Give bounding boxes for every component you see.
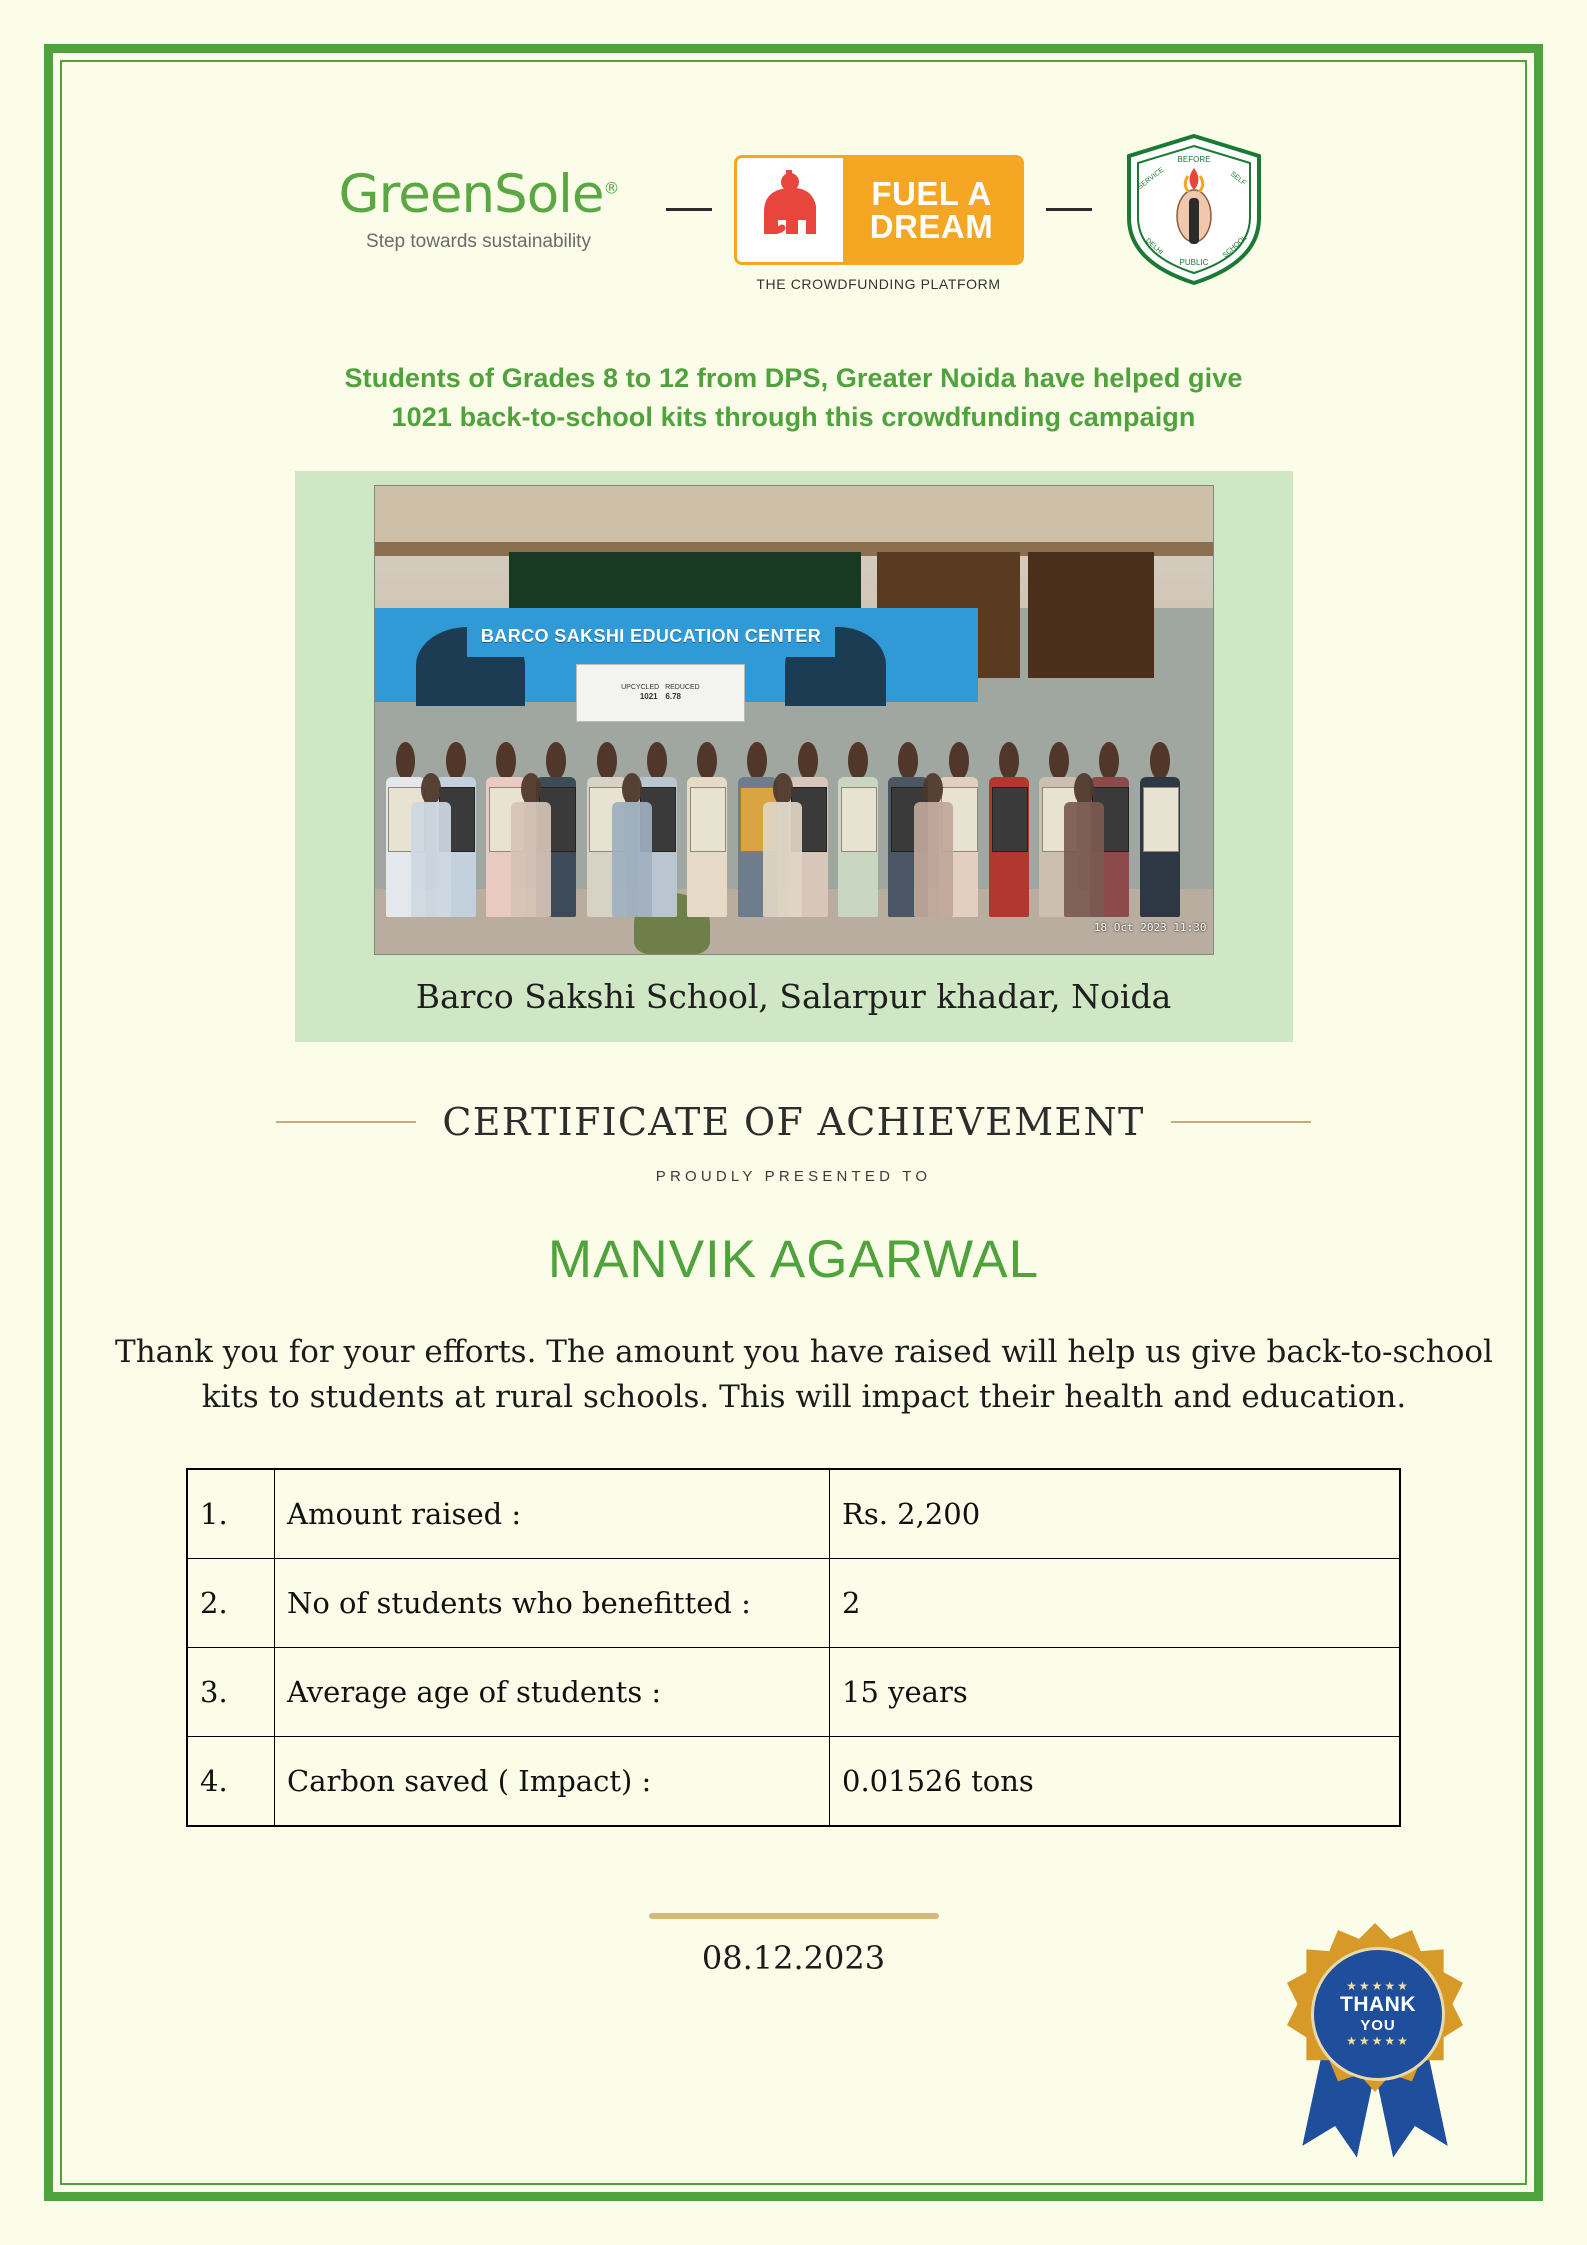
title-rule-left (276, 1121, 416, 1123)
row-value: 0.01526 tons (830, 1737, 1401, 1827)
fuel-line-2: DREAM (869, 207, 994, 245)
greensole-tagline: Step towards sustainability (366, 231, 591, 252)
row-label: Amount raised : (275, 1469, 830, 1559)
issue-date: 08.12.2023 (701, 1939, 886, 1978)
registered-trademark-icon: ® (603, 178, 619, 198)
row-label: No of students who benefitted : (275, 1559, 830, 1648)
fuel-line-1: FUEL A (871, 174, 992, 212)
logo-divider-2 (1046, 208, 1092, 211)
greensole-wordmark (338, 164, 619, 225)
row-label: Carbon saved ( Impact) : (275, 1737, 830, 1827)
greensole-word-text: GreenSole (338, 164, 604, 225)
fuel-a-dream-subtitle: THE CROWDFUNDING PLATFORM (756, 275, 1001, 292)
signature-rule (649, 1913, 939, 1919)
recipient-name: MANVIK AGARWAL (547, 1230, 1040, 1290)
row-number: 1. (187, 1469, 275, 1559)
photo-banner-text: BARCO SAKSHI EDUCATION CENTER (467, 615, 836, 657)
title-rule-right (1171, 1121, 1311, 1123)
presented-to-label: PROUDLY PRESENTED TO (655, 1168, 932, 1186)
table-row (187, 1648, 1400, 1737)
svg-text:SELF: SELF (1228, 170, 1247, 187)
campaign-photo (374, 485, 1214, 955)
elephant-icon (737, 158, 843, 262)
certificate-title: CERTIFICATE OF ACHIEVEMENT (442, 1100, 1145, 1145)
badge-you-text: YOU (1360, 2017, 1396, 2035)
logo-divider-1 (666, 208, 712, 211)
logo-row (114, 122, 1473, 297)
table-row (187, 1737, 1400, 1827)
photo-caption: Barco Sakshi School, Salarpur khadar, Noida (415, 977, 1172, 1017)
certificate-footer (114, 1913, 1473, 1977)
table-row (187, 1469, 1400, 1559)
row-value: 15 years (830, 1648, 1401, 1737)
certificate-content (44, 44, 1543, 1977)
row-label: Average age of students : (275, 1648, 830, 1737)
svg-text:DELHI: DELHI (1143, 237, 1164, 257)
row-number: 3. (187, 1648, 275, 1737)
svg-text:BEFORE: BEFORE (1177, 155, 1210, 164)
chart-value-right: 6.78 (665, 692, 681, 702)
table-row (187, 1559, 1400, 1648)
badge-stars-bottom: ★★★★★ (1346, 2033, 1410, 2048)
chart-value-left: 1021 (639, 692, 658, 702)
dps-crest-icon (1114, 130, 1274, 290)
impact-facts-table (186, 1468, 1401, 1827)
greensole-logo (314, 164, 644, 252)
certificate-title-row (114, 1100, 1473, 1144)
row-value: Rs. 2,200 (830, 1469, 1401, 1559)
svg-text:PUBLIC: PUBLIC (1179, 258, 1208, 267)
row-number: 2. (187, 1559, 275, 1648)
svg-text:SERVICE: SERVICE (1136, 166, 1165, 191)
row-number: 4. (187, 1737, 275, 1827)
badge-thank-text: THANK (1340, 1993, 1416, 2017)
photo-timestamp: 18 Oct 2023 11:30 (1093, 921, 1207, 935)
campaign-headline-line-1: Students of Grades 8 to 12 from DPS, Greater Noida have helped give (344, 363, 1243, 393)
campaign-headline-line-2: 1021 back-to-school kits through this crowdfunding campaign (391, 402, 1196, 433)
row-value: 2 (830, 1559, 1401, 1648)
campaign-headline (114, 359, 1473, 437)
thank-you-message: Thank you for your efforts. The amount you have raised will help us give back-to-school kits to students at rural schools. This will impact their health and education. (115, 1334, 1493, 1416)
photo-students-crowd (375, 692, 1213, 917)
fuel-a-dream-logo (734, 155, 1024, 292)
fuel-a-dream-wordmark (843, 158, 1021, 262)
svg-text:SCHOOL: SCHOOL (1221, 234, 1248, 260)
chart-label-left: UPCYCLED (621, 683, 660, 691)
chart-label-right: REDUCED (665, 683, 700, 691)
photo-block (295, 471, 1293, 1042)
badge-stars-top: ★★★★★ (1346, 1978, 1410, 1993)
